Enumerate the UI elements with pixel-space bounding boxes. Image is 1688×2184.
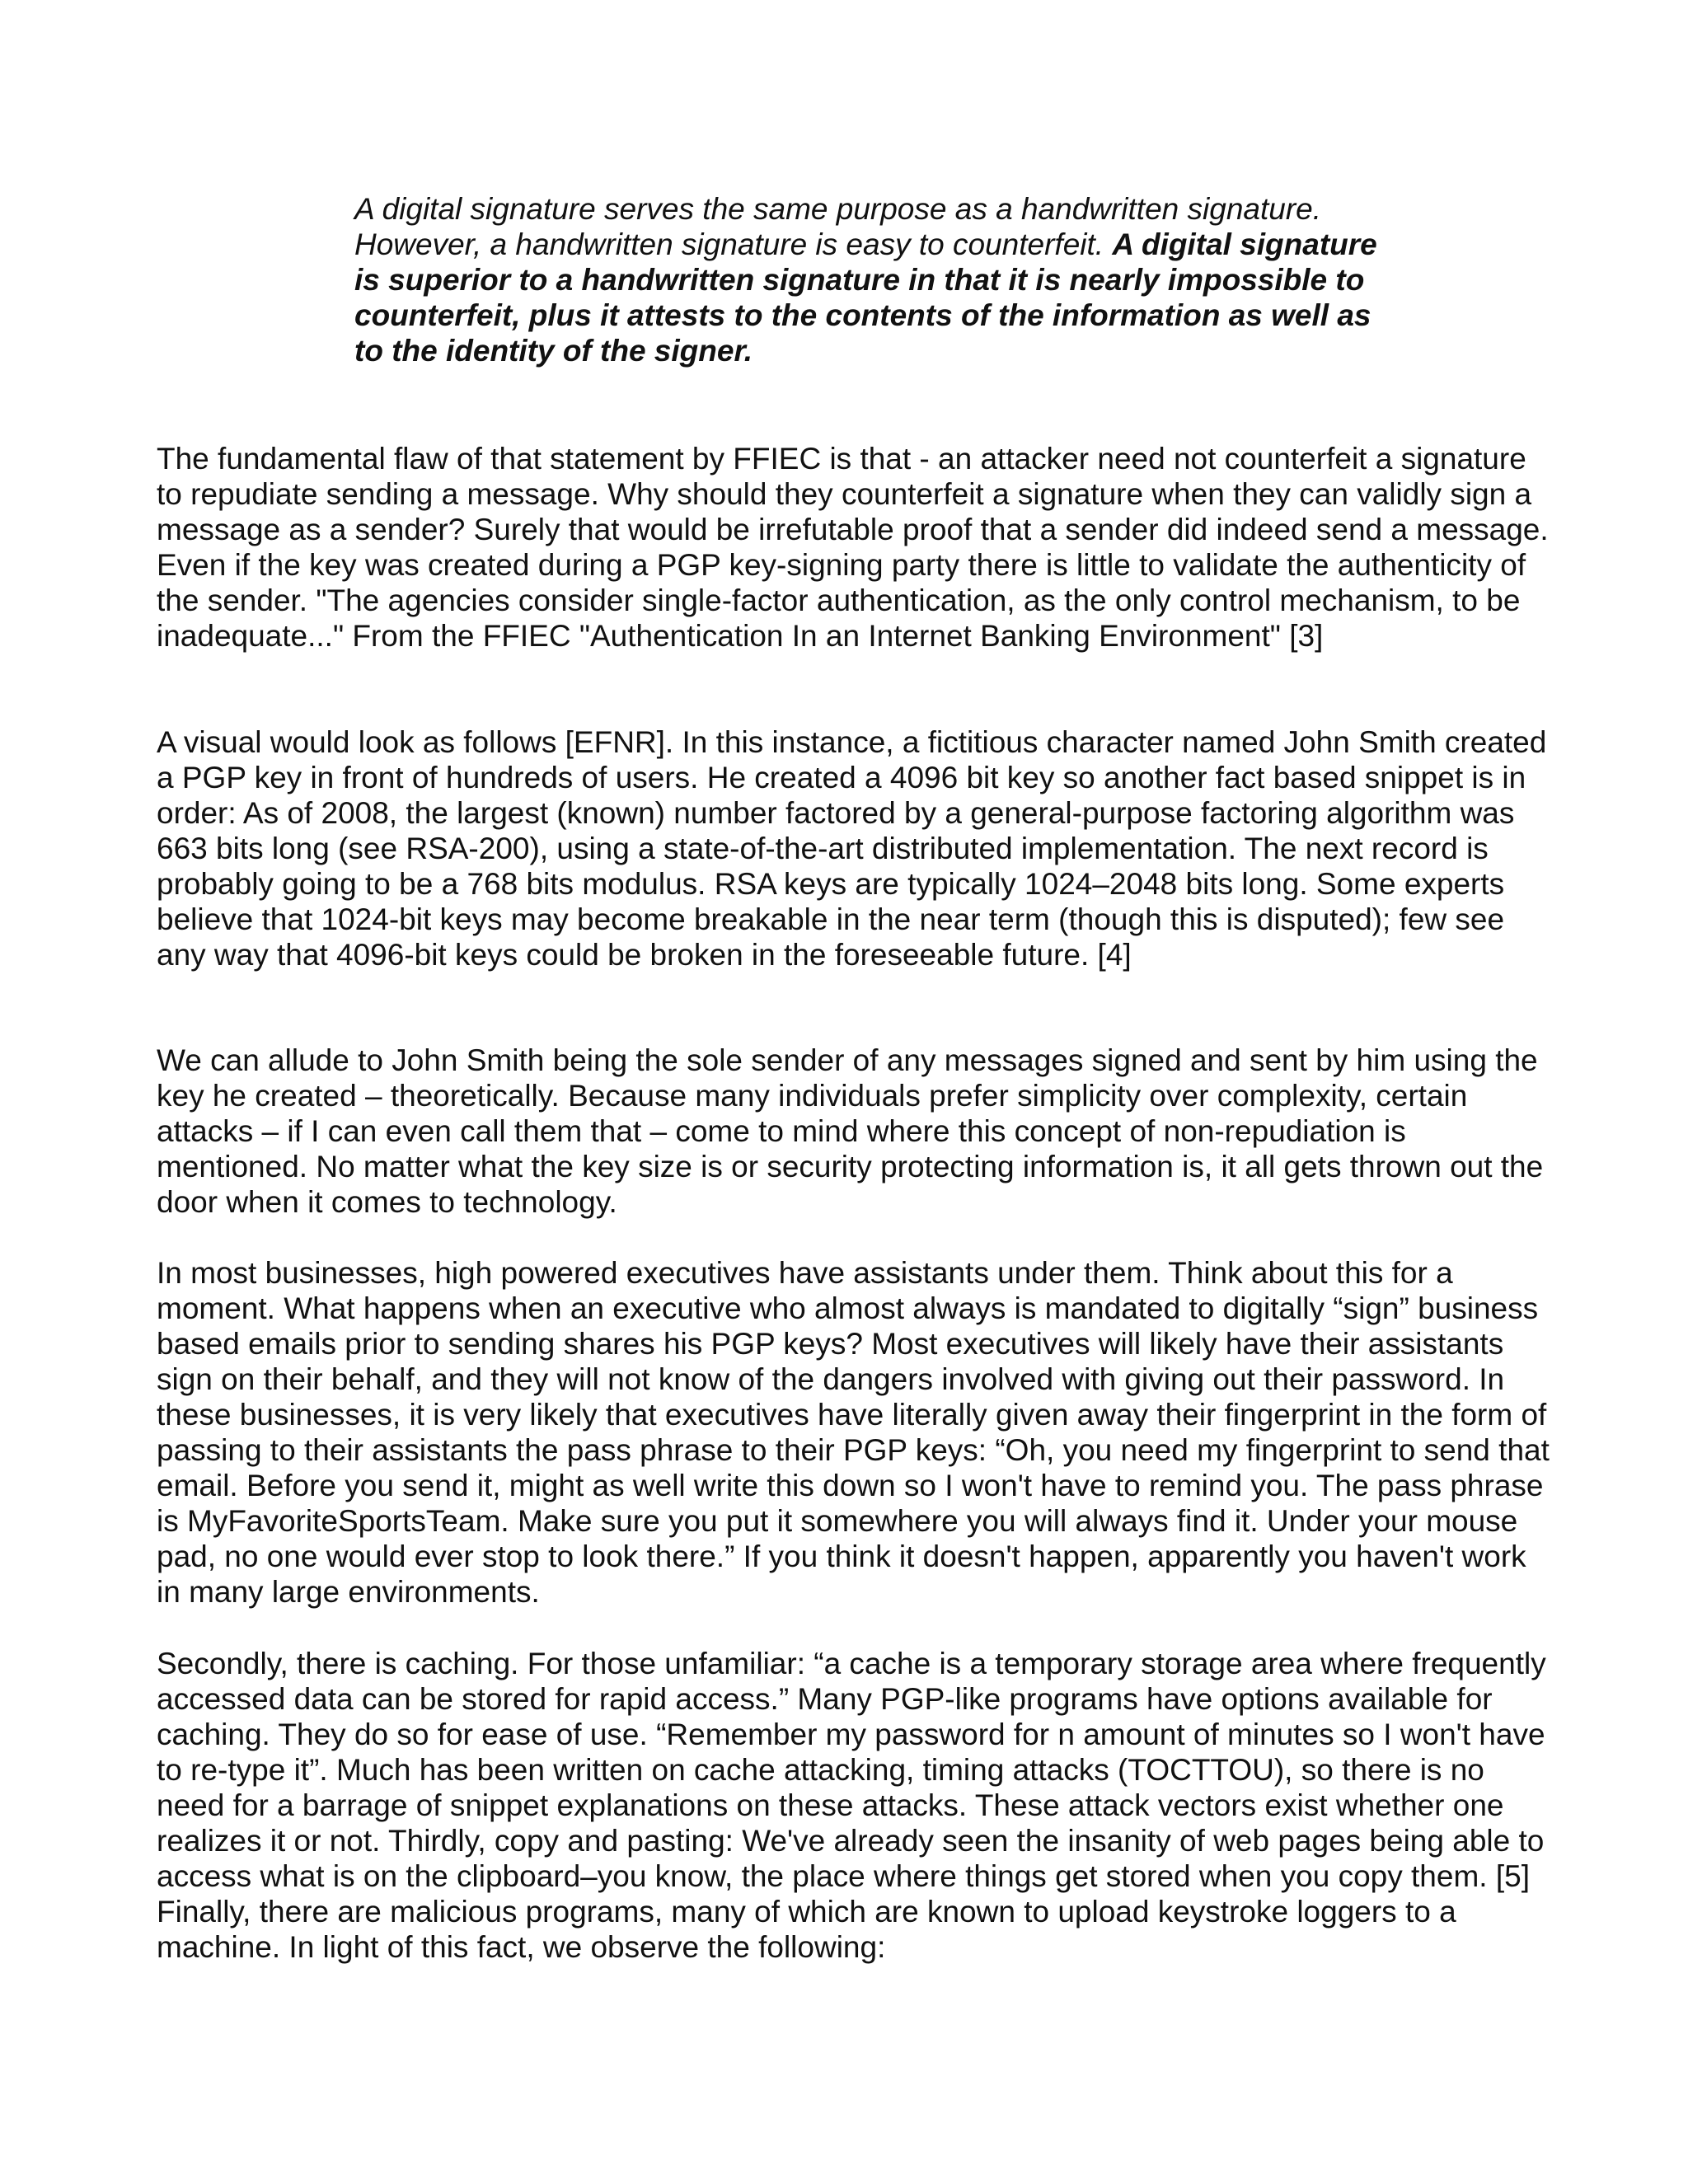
quote-emphasis: A digital signature is superior to a handwritten signature in that it is nearly impossible to counterfeit, plus it attests to the contents of the information as well as to the identity of the signer.: [354, 227, 1377, 368]
paragraph-executives: In most businesses, high powered executives have assistants under them. Think about this for a moment. What happens when an executive who almost always is mandated to digitally “sign” business based emails prior to sending shares his PGP keys? Most executives will likely have their assistants sign on their behalf, and they will not know of the dangers involved with giving out their password. In these businesses, it is very likely that executives have literally given away their fingerprint in the form of passing to their assistants the pass phrase to their PGP keys: “Oh, you need my fingerprint to send that email. Before you send it, might as well write this down so I won't have to remind you. The pass phrase is MyFavoriteSportsTeam. Make sure you put it somewhere you will always find it. Under your mouse pad, no one would ever stop to look there.” If you think it doesn't happen, apparently you haven't work in many large environments.: [157, 1256, 1550, 1609]
paragraph-caching: Secondly, there is caching. For those unfamiliar: “a cache is a temporary storage area where frequently accessed data can be stored for rapid access.” Many PGP-like programs have options available for caching. They do so for ease of use. “Remember my password for n amount of minutes so I won't have to re-type it”. Much has been written on cache attacking, timing attacks (TOCTTOU), so there is no need for a barrage of snippet explanations on these attacks. These attack vectors exist whether one realizes it or not. Thirdly, copy and pasting: We've already seen the insanity of web pages being able to access what is on the clipboard–you know, the place where things get stored when you copy them. [5] Finally, there are malicious programs, many of which are known to upload keystroke loggers to a machine. In light of this fact, we observe the following:: [157, 1647, 1546, 1964]
block-quote: [354, 191, 1393, 368]
paragraph-non-repudiation: We can allude to John Smith being the sole sender of any messages signed and sent by him using the key he created – theoretically. Because many individuals prefer simplicity over complexity, certain attacks – if I can even call them that – come to mind where this concept of non-repudiation is mentioned. No matter what the key size is or security protecting information is, it all gets thrown out the door when it comes to technology.: [157, 1043, 1544, 1219]
paragraph-john-smith-key: A visual would look as follows [EFNR]. In this instance, a fictitious character named John Smith created a PGP key in front of hundreds of users. He created a 4096 bit key so another fact based snippet is in order: As of 2008, the largest (known) number factored by a general-purpose factoring algorithm was 663 bits long (see RSA-200), using a state-of-the-art distributed implementation. The next record is probably going to be a 768 bits modulus. RSA keys are typically 1024–2048 bits long. Some experts believe that 1024-bit keys may become breakable in the near term (though this is disputed); few see any way that 4096-bit keys could be broken in the foreseeable future. [4]: [157, 725, 1547, 972]
quote-text: A digital signature serves the same purpose as a handwritten signature. However, a handwritten signature is easy to counterfeit.: [354, 192, 1322, 261]
paragraph-ffiec-flaw: The fundamental flaw of that statement by FFIEC is that - an attacker need not counterfeit a signature to repudiate sending a message. Why should they counterfeit a signature when they can validly sign a message as a sender? Surely that would be irrefutable proof that a sender did indeed send a message. Even if the key was created during a PGP key-signing party there is little to validate the authenticity of the sender. "The agencies consider single-factor authentication, as the only control mechanism, to be inadequate..." From the FFIEC "Authentication In an Internet Banking Environment" [3]: [157, 442, 1549, 653]
